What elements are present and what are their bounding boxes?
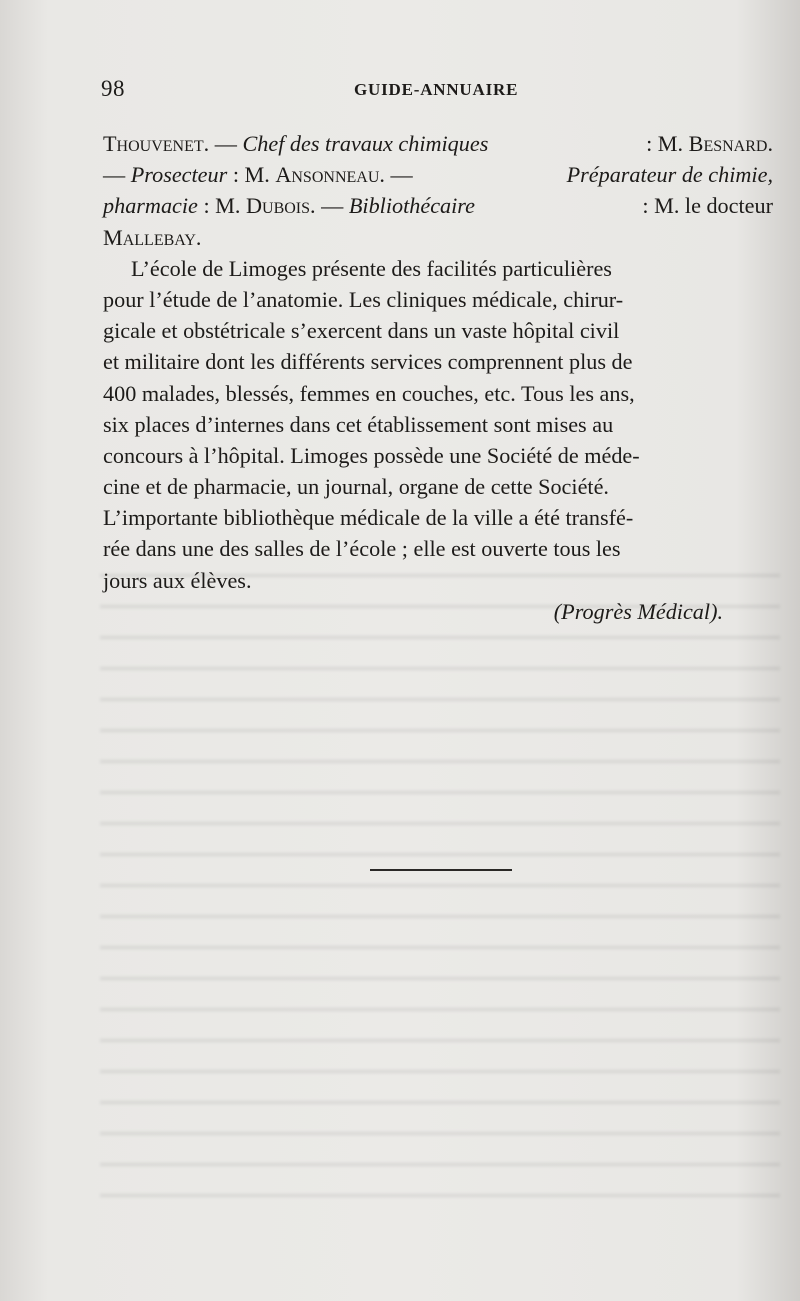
- text-span: —: [103, 162, 131, 188]
- paragraph-line: [103, 253, 773, 284]
- name-ansonneau: Ansonneau.: [275, 162, 385, 188]
- paragraph-line: [103, 284, 773, 315]
- text-span: concours à l’hôpital. Limoges possède une Société de méde-: [103, 442, 640, 468]
- text-span: jours aux élèves.: [103, 567, 252, 593]
- role-title: Bibliothécaire: [348, 193, 475, 219]
- role-title: pharmacie: [103, 193, 198, 219]
- paragraph-line: [103, 346, 773, 377]
- text-span: : M.: [197, 193, 246, 219]
- paragraph-line: [103, 471, 773, 502]
- name-thouvenet: Thouvenet.: [103, 131, 210, 156]
- text-span: : M.: [227, 162, 276, 188]
- text-span: : M. le docteur: [642, 193, 773, 219]
- text-span: —: [315, 193, 349, 219]
- text-span: six places d’internes dans cet établissement sont mises au: [103, 411, 614, 437]
- paragraph-line: [103, 502, 773, 533]
- paragraph-line: [103, 378, 773, 409]
- paragraph-line: [103, 409, 773, 440]
- role-title: Préparateur de chimie,: [566, 162, 773, 188]
- name-dubois: Dubois.: [246, 193, 316, 219]
- text-span: : M.: [646, 131, 689, 156]
- text-span: (Progrès Médical).: [553, 598, 723, 624]
- text-line: [103, 159, 773, 190]
- source-citation: [103, 596, 773, 627]
- text-span: L’importante bibliothèque médicale de la ville a été transfé-: [103, 505, 634, 531]
- text-span: cine et de pharmacie, un journal, organe de cette Société.: [103, 474, 609, 500]
- text-line: [103, 222, 773, 253]
- running-title: GUIDE-ANNUAIRE: [354, 80, 519, 99]
- text-span: —: [384, 162, 413, 188]
- bleed-through-texture: [100, 560, 780, 1200]
- text-line: [103, 190, 773, 221]
- text-line: [103, 128, 773, 159]
- text-span: —: [209, 131, 243, 156]
- role-title: Prosecteur: [130, 162, 228, 188]
- section-divider: [370, 869, 512, 871]
- text-span: 400 malades, blessés, femmes en couches, etc. Tous les ans,: [103, 380, 635, 406]
- text-span: L’école de Limoges présente des facilités particulières: [131, 255, 612, 281]
- text-span: gicale et obstétricale s’exercent dans un vaste hôpital civil: [103, 318, 620, 344]
- paragraph-line: [103, 315, 773, 346]
- text-span: rée dans une des salles de l’école ; elle est ouverte tous les: [103, 536, 621, 562]
- page-number: 98: [101, 76, 125, 101]
- text-span: et militaire dont les différents services comprennent plus de: [103, 349, 633, 375]
- paragraph-line: [103, 440, 773, 471]
- role-title: Chef des travaux chimiques: [242, 131, 489, 156]
- body-text: [103, 128, 773, 627]
- text-span: pour l’étude de l’anatomie. Les cliniques médicale, chirur-: [103, 286, 624, 312]
- paragraph-line: [103, 565, 773, 596]
- name-besnard: Besnard.: [688, 131, 773, 156]
- name-mallebay: Mallebay.: [103, 224, 202, 250]
- paragraph-line: [103, 533, 773, 564]
